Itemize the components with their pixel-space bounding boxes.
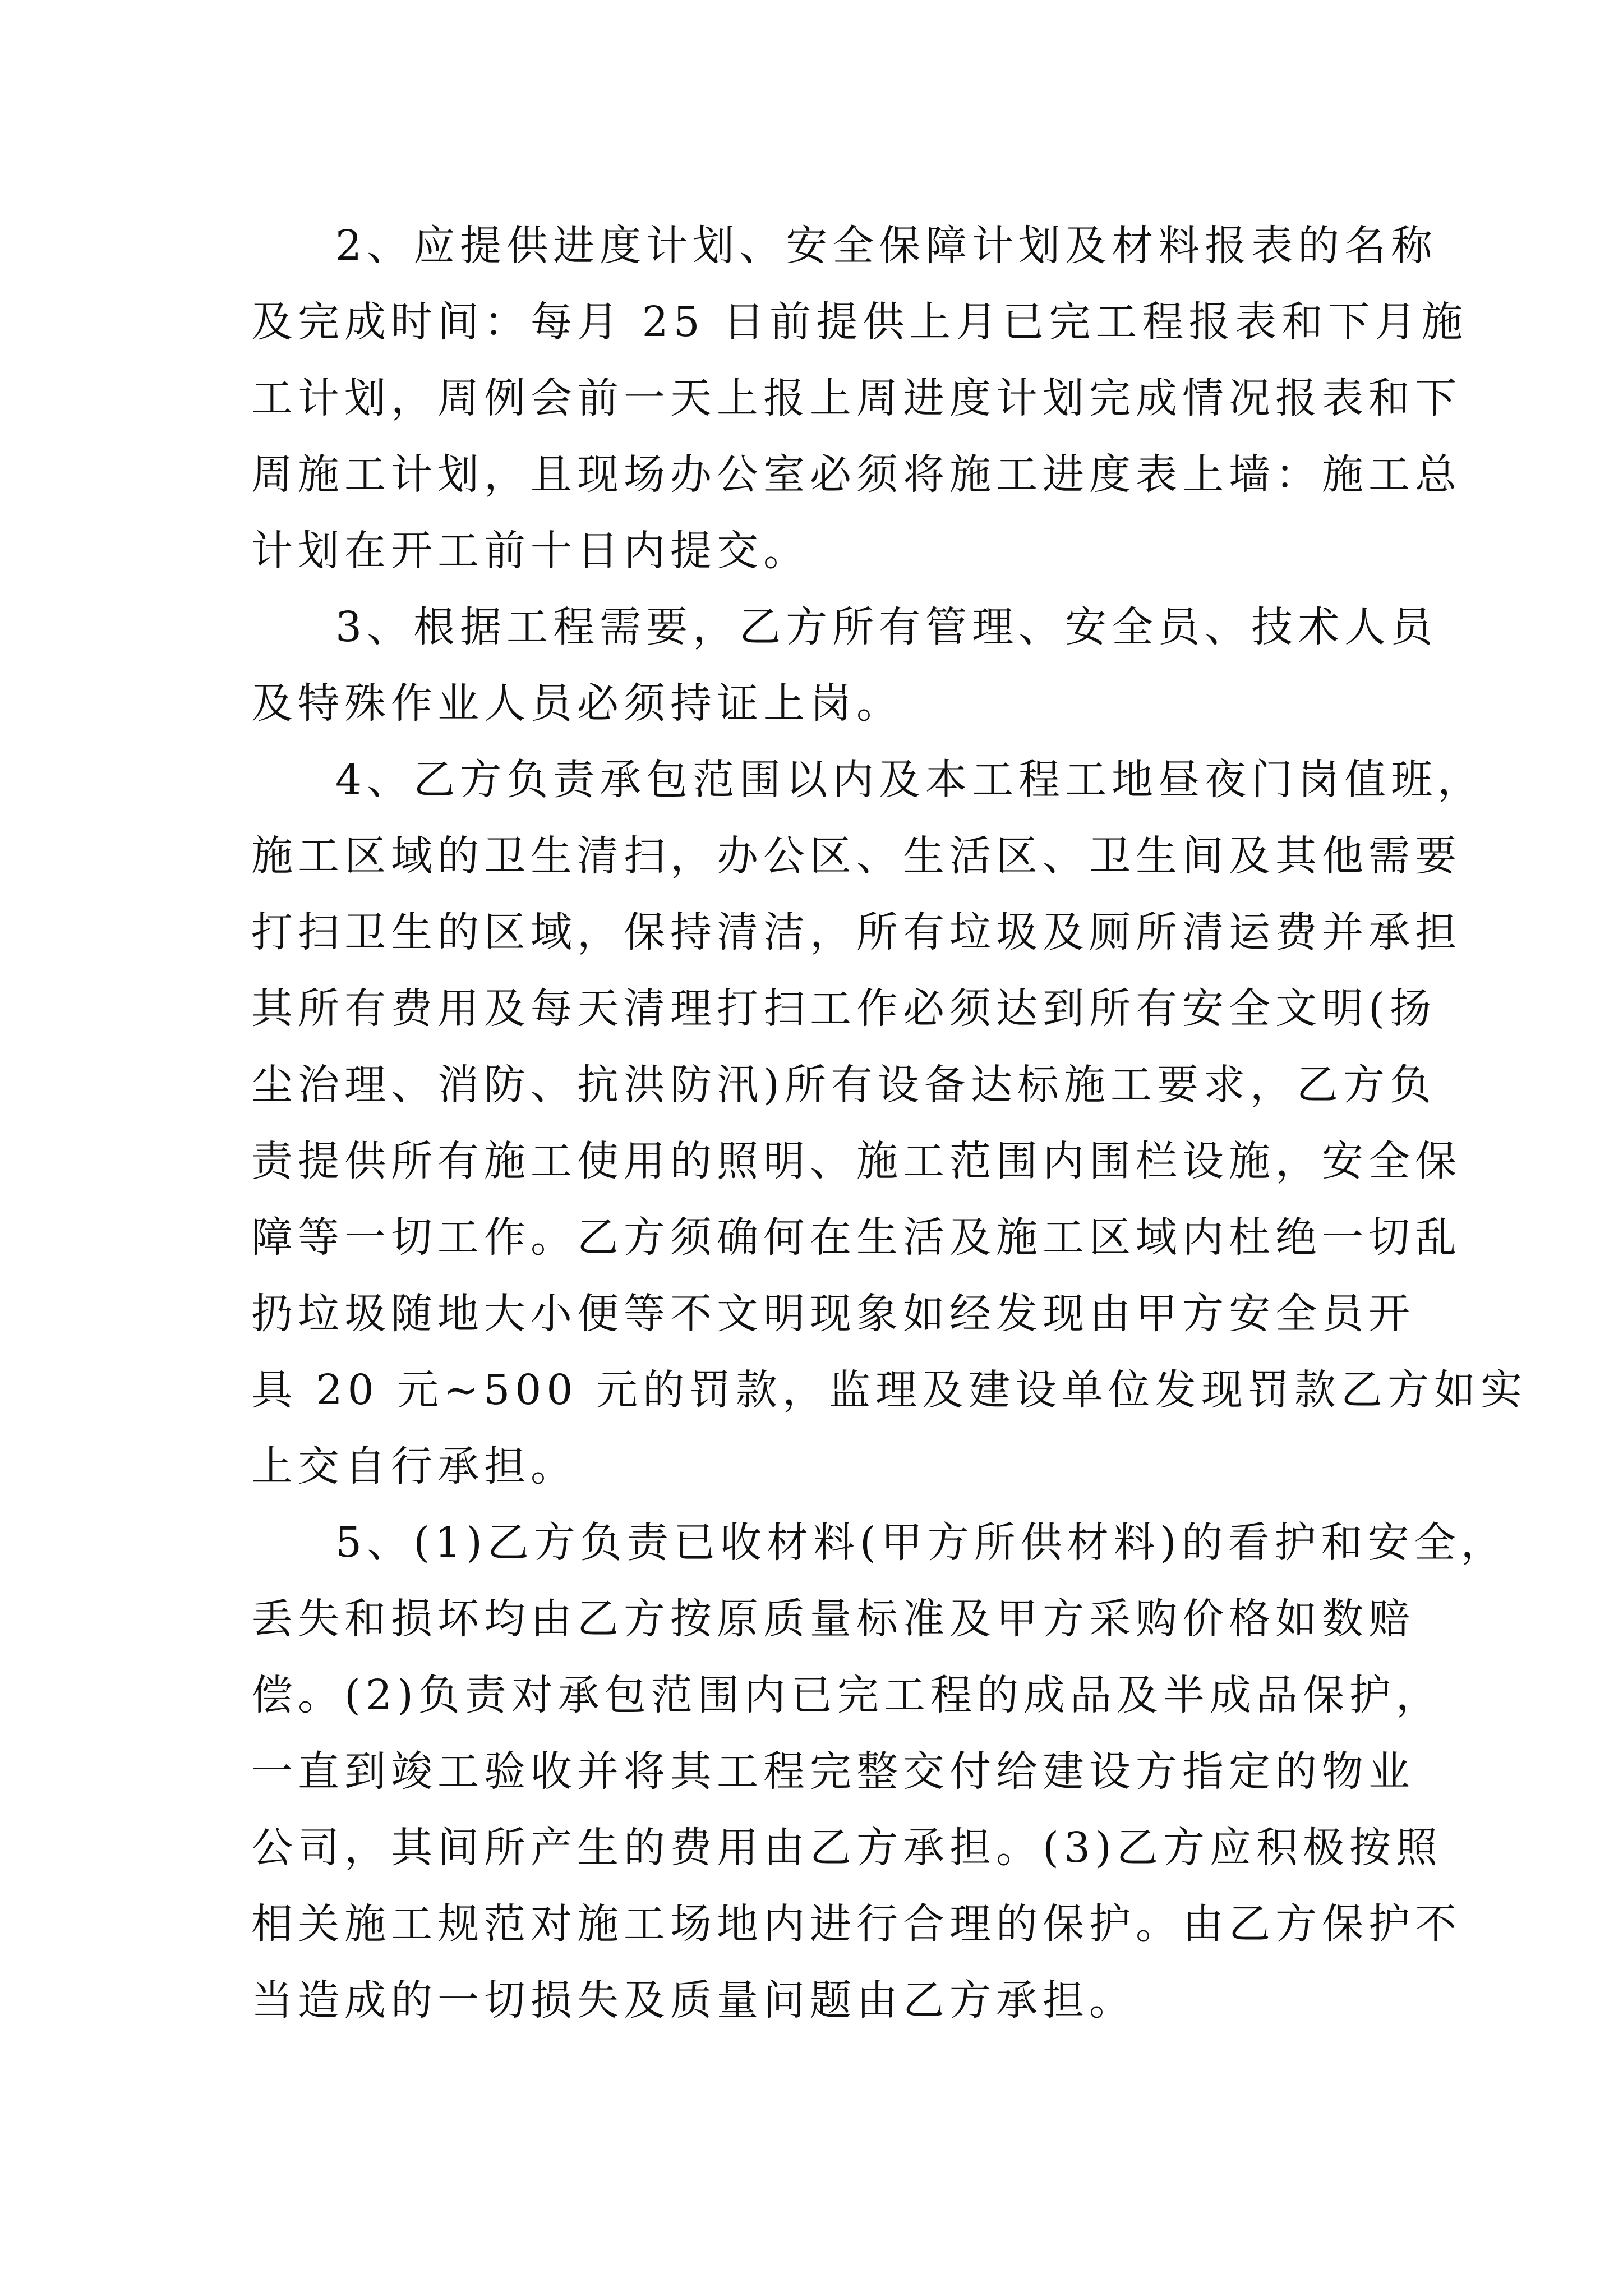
paragraph-item-5 — [251, 1504, 1507, 2039]
paragraph-line: 施工区域的卫生清扫，办公区、生活区、卫生间及其他需要 — [251, 832, 1461, 880]
paragraph-line: 扔垃圾随地大小便等不文明现象如经发现由甲方安全员开 — [251, 1290, 1415, 1338]
paragraph-line: 上交自行承担。 — [251, 1442, 577, 1490]
paragraph-line: 当造成的一切损失及质量问题由乙方承担。 — [251, 1976, 1136, 2024]
paragraph-line: 工计划，周例会前一天上报上周进度计划完成情况报表和下 — [251, 374, 1461, 422]
paragraph-line: 一直到竣工验收并将其工程完整交付给建设方指定的物业 — [251, 1747, 1415, 1796]
paragraph-line: 计划在开工前十日内提交。 — [251, 527, 810, 575]
paragraph-line: 偿。(2)负责对承包范围内已完工程的成品及半成品保护， — [251, 1671, 1442, 1719]
paragraph-line: 责提供所有施工使用的照明、施工范围内围栏设施，安全保 — [251, 1137, 1461, 1185]
paragraph-line: 及完成时间：每月 25 日前提供上月已完工程报表和下月施 — [251, 298, 1468, 346]
paragraph-line: 公司，其间所产生的费用由乙方承担。(3)乙方应积极按照 — [251, 1824, 1442, 1872]
paragraph-line: 相关施工规范对施工场地内进行合理的保护。由乙方保护不 — [251, 1900, 1461, 1948]
paragraph-line: 打扫卫生的区域，保持清洁，所有垃圾及厕所清运费并承担 — [251, 908, 1461, 956]
paragraph-line: 尘治理、消防、抗洪防汛)所有设备达标施工要求，乙方负 — [251, 1061, 1436, 1109]
paragraph-line: 2、应提供进度计划、安全保障计划及材料报表的名称 — [335, 222, 1438, 270]
paragraph-line: 丢失和损坏均由乙方按原质量标准及甲方采购价格如数赔 — [251, 1595, 1415, 1643]
paragraph-item-4 — [251, 742, 1527, 1504]
paragraph-line: 及特殊作业人员必须持证上岗。 — [251, 679, 903, 728]
paragraph-line: 其所有费用及每天清理打扫工作必须达到所有安全文明(扬 — [251, 984, 1436, 1033]
paragraph-item-2 — [251, 208, 1468, 589]
paragraph-line: 障等一切工作。乙方须确何在生活及施工区域内杜绝一切乱 — [251, 1213, 1461, 1262]
paragraph-line: 4、乙方负责承包范围以内及本工程工地昼夜门岗值班， — [335, 756, 1484, 804]
document-body — [251, 208, 1527, 2039]
paragraph-line: 3、根据工程需要，乙方所有管理、安全员、技术人员 — [335, 603, 1438, 651]
paragraph-line: 具 20 元~500 元的罚款，监理及建设单位发现罚款乙方如实 — [251, 1366, 1527, 1414]
paragraph-line: 周施工计划，且现场办公室必须将施工进度表上墙：施工总 — [251, 450, 1461, 499]
paragraph-item-3 — [251, 589, 1438, 742]
paragraph-line: 5、(1)乙方负责已收材料(甲方所供材料)的看护和安全， — [335, 1519, 1507, 1567]
